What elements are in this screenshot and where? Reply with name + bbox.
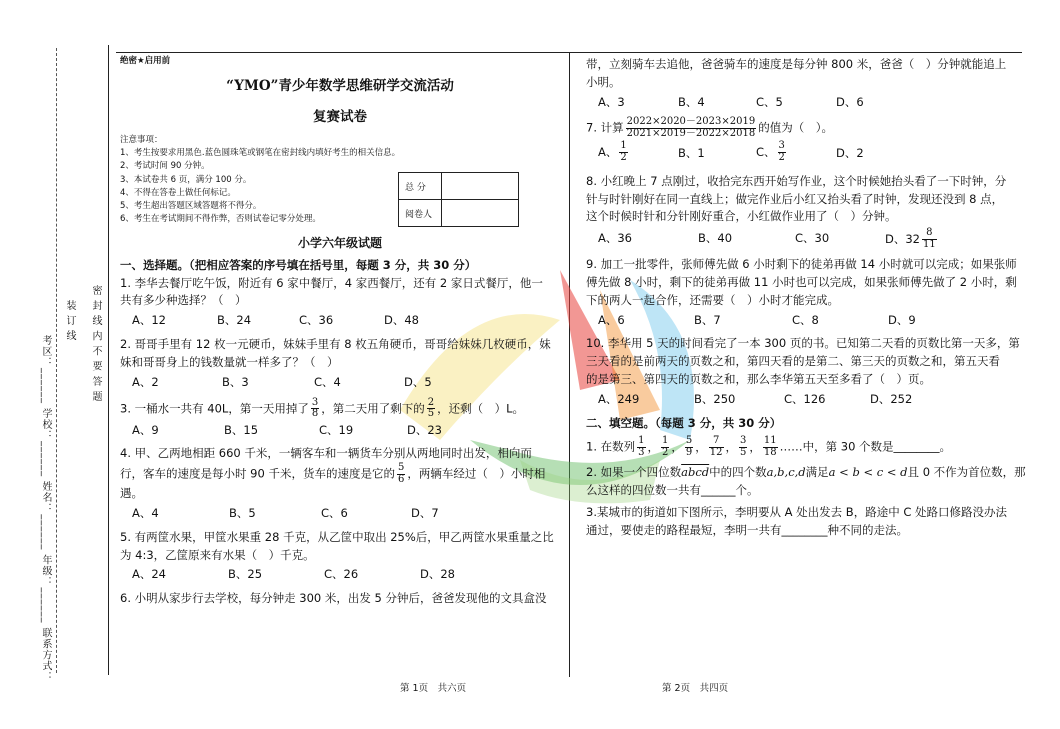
- q1-line1: 1. 李华去餐厅吃午饭，附近有 6 家中餐厅，4 家西餐厅，还有 2 家日式餐厅，他一: [120, 275, 543, 290]
- q7-options: [586, 141, 1026, 166]
- q6-options: [586, 94, 1026, 112]
- q9-line3: 下的两人一起合作，还需要（ ）小时才能完成。: [586, 292, 839, 307]
- section-fill-title: 二、填空题。（每题 3 分，共 30 分）: [586, 415, 782, 430]
- q9-options: [586, 312, 1026, 330]
- f2-text: 满足: [805, 465, 829, 480]
- q6-line3: 小明。: [586, 74, 621, 89]
- q10-line2: 三天看的是前两天的页数之和，第四天看的是第二、第三天的页数之和，第五天看: [586, 354, 1000, 369]
- q3-line: [120, 398, 560, 420]
- q7-text: 的值为（ ）。: [758, 120, 833, 135]
- note-item: 1、考生按要求用黑色.蓝色圆珠笔或钢笔在密封线内填好考生的相关信息。: [120, 148, 401, 159]
- q10-options: [586, 391, 1026, 409]
- q4-text: 行，客车的速度是每小时 90 千米，货车的速度是它的: [120, 466, 395, 481]
- option[interactable]: A、4: [132, 505, 159, 520]
- option[interactable]: D、2: [836, 146, 864, 161]
- grader-label: 阅卷人: [399, 200, 442, 227]
- option[interactable]: A、 $\frac{1}{2}$: [598, 140, 627, 163]
- q2-line2: 妹和哥哥身上的钱数量就一样多了？（ ）: [120, 354, 339, 369]
- option[interactable]: D、23: [407, 422, 442, 437]
- f2-text: 中的四个数: [709, 465, 767, 480]
- q10-line1: 10. 李华用 5 天的时间看完了一本 300 页的书。已知第二天看的页数比第一天多，第: [586, 336, 1020, 351]
- option[interactable]: A、3: [598, 94, 625, 109]
- option[interactable]: C、30: [795, 231, 830, 246]
- f3-line1: 3.某城市的街道如下图所示，李明要从 A 处出发去 B，路途中 C 处路口修路没办法: [586, 505, 1008, 520]
- grade-title: 小学六年级试题: [297, 236, 382, 251]
- f1-line: [586, 436, 1026, 458]
- note-item: 5、考生超出答题区域答题将不得分。: [120, 200, 262, 211]
- q3-text: ，还剩（ ）L。: [437, 401, 524, 415]
- section-choice-title: 一、选择题。（把相应答案的序号填在括号里，每题 3 分，共 30 分）: [120, 257, 477, 272]
- sequence-fraction: $\frac{1}{3}$: [638, 435, 645, 458]
- student-info-fields: 考区：______ 学校：______ 姓名：______ 年级：______ 联系方式：: [40, 335, 51, 683]
- option[interactable]: B、24: [217, 313, 252, 328]
- f3-line2: 通过，要使走的路程最短，李明一共有________种不同的走法。: [586, 522, 908, 537]
- option[interactable]: D、6: [836, 94, 864, 109]
- four-digit-symbol: abcd: [681, 465, 710, 480]
- q5-options: [120, 566, 560, 584]
- score-total-cell[interactable]: [442, 173, 519, 200]
- sequence-fraction: $\frac{5}{9}$: [685, 435, 693, 458]
- option[interactable]: A、36: [598, 231, 633, 246]
- q7-line: [586, 117, 1026, 139]
- option[interactable]: C、6: [321, 505, 348, 520]
- q8-line1: 8. 小红晚上 7 点刚过，收拾完东西开始写作业，这个时候她抬头看了一下时钟，分: [586, 173, 1007, 188]
- option[interactable]: C、 $\frac{3}{2}$: [756, 140, 785, 163]
- option[interactable]: A、249: [598, 391, 640, 406]
- option[interactable]: D、252: [870, 391, 913, 406]
- q3-options: [120, 422, 560, 440]
- option[interactable]: C、5: [756, 94, 783, 109]
- sequence-fraction: $\frac{1}{2}$: [662, 435, 669, 458]
- q4-options: [120, 505, 560, 523]
- note-item: 4、不得在答卷上做任何标记。: [120, 187, 236, 198]
- option[interactable]: C、8: [792, 312, 819, 327]
- note-item: 6、考生在考试期间不得作弊，否则试卷记零分处理。: [120, 214, 321, 225]
- q5-line2: 为 4:3，乙筐原来有水果（ ）千克。: [120, 547, 315, 562]
- note-item: 3、本试卷共 6 页，满分 100 分。: [120, 174, 252, 185]
- q1-options: [120, 312, 560, 330]
- q2-line1: 2. 哥哥手里有 12 枚一元硬币，妹妹手里有 8 枚五角硬币，哥哥给妹妹几枚硬币，妹: [120, 337, 551, 352]
- exam-title: “YMO”青少年数学思维研学交流活动: [226, 78, 454, 95]
- q2-options: [120, 374, 560, 392]
- option[interactable]: A、6: [598, 312, 625, 327]
- option[interactable]: D、7: [411, 505, 439, 520]
- option[interactable]: D、32 $\frac{8}{11}$: [885, 227, 936, 250]
- option[interactable]: B、7: [694, 312, 721, 327]
- seal-label: 装 订 线: [64, 300, 75, 342]
- q9-line1: 9. 加工一批零件，张师傅先做 6 小时剩下的徒弟再做 14 小时就可以完成；如果张师: [586, 257, 1017, 272]
- option[interactable]: B、40: [698, 231, 733, 246]
- option[interactable]: B、25: [228, 567, 263, 582]
- seal-instruction: 密 封 线 内 不 要 答 题: [90, 285, 101, 403]
- score-table: [398, 172, 519, 227]
- option[interactable]: A、12: [132, 313, 167, 328]
- option[interactable]: B、3: [222, 374, 249, 389]
- q8-line2: 针与时针刚好在同一直线上；做完作业后小红又抬头看了时钟，发现还没到 8 点，: [586, 191, 1004, 206]
- option[interactable]: B、15: [224, 422, 259, 437]
- fraction-sequence: $\frac{1}{3}$ ， $\frac{1}{2}$ ， $\frac{5}{9}$ ， $\frac{7}{12}$ ， $\frac{3}{5}$ ， $\frac{11}{18}$: [638, 435, 777, 458]
- f2-condition: a < b < c < d: [828, 465, 908, 480]
- f2-line2: 么这样的四位数一共有______个。: [586, 483, 759, 498]
- fraction: $\frac{2022\times 2020-2023\times 2019}{2021\times 2019-2022\times 2018}$: [626, 116, 756, 139]
- option[interactable]: D、28: [420, 567, 455, 582]
- q6-line1: 6. 小明从家步行去学校，每分钟走 300 米，出发 5 分钟后，爸爸发现他的文具盒没: [120, 591, 547, 606]
- option[interactable]: C、19: [319, 422, 354, 437]
- option[interactable]: C、36: [299, 313, 334, 328]
- fraction: $\frac{5}{6}$: [397, 462, 405, 485]
- fraction: $\frac{3}{8}$: [311, 396, 319, 419]
- binding-line: [108, 45, 109, 675]
- page-footer-left: 第 1页 共六页: [400, 683, 467, 694]
- sequence-fraction: $\frac{3}{5}$: [740, 435, 747, 458]
- option[interactable]: C、4: [314, 374, 341, 389]
- option[interactable]: B、5: [229, 505, 256, 520]
- grader-cell[interactable]: [442, 200, 519, 227]
- f2-text: 且 0 不作为首位数，那: [907, 465, 1026, 480]
- q1-line2: 共有多少种选择？（ ）: [120, 293, 247, 308]
- q4-line1: 4. 甲、乙两地相距 660 千米，一辆客车和一辆货车分别从两地同时出发，相向而: [120, 446, 532, 461]
- f1-text: ……中，第 30 个数是________。: [779, 439, 952, 454]
- q6-line2: 带，立刻骑车去追他，爸爸骑车的速度是每分钟 800 米，爸爸（ ）分钟就能追上: [586, 57, 1007, 71]
- option[interactable]: A、9: [132, 422, 159, 437]
- sequence-fraction: $\frac{11}{18}$: [763, 435, 777, 458]
- seal-dashed-line: [56, 48, 57, 673]
- sequence-fraction: $\frac{7}{12}$: [709, 435, 723, 458]
- q3-text: ，第二天用了剩下的: [321, 401, 425, 415]
- option[interactable]: D、9: [888, 312, 916, 327]
- option[interactable]: A、24: [132, 567, 167, 582]
- q8-options: [586, 228, 1026, 250]
- fraction: $\frac{2}{5}$: [427, 396, 435, 419]
- q4-line2: [120, 463, 560, 485]
- exam-subtitle: 复赛试卷: [313, 109, 367, 126]
- q5-line1: 5. 有两筐水果，甲筐水果重 28 千克，从乙筐中取出 25%后，甲乙两筐水果重量之比: [120, 529, 554, 544]
- f1-text: 1. 在数列: [586, 439, 636, 454]
- f2-vars: a,b,c,d: [766, 465, 806, 480]
- notes-title: 注意事项：: [120, 135, 163, 146]
- q8-line3: 这个时候时针和分针刚好重合，小红做作业用了（ ）分钟。: [586, 209, 897, 224]
- option[interactable]: C、126: [784, 391, 826, 406]
- q4-text: ，两辆车经过（ ）小时相: [407, 466, 546, 481]
- option[interactable]: B、1: [678, 146, 705, 161]
- option[interactable]: A、2: [132, 374, 159, 389]
- q7-text: 7. 计算: [586, 120, 624, 135]
- page-footer-right: 第 2页 共四页: [662, 683, 729, 694]
- f2-line1: [586, 464, 1026, 482]
- note-item: 2、考试时间 90 分钟。: [120, 161, 210, 172]
- q3-text: 3. 一桶水一共有 40L，第一天用掉了: [120, 401, 309, 415]
- option[interactable]: D、5: [404, 374, 432, 389]
- score-total-label: 总 分: [399, 173, 442, 200]
- q10-line3: 的是第三、第四天的页数之和，那么李华第五天至多看了（ ）页。: [586, 372, 931, 387]
- q9-line2: 傅先做 8 小时，剩下的徒弟再做 11 小时也可以完成，如果张师傅先做了 2 小时，剩: [586, 274, 1017, 289]
- secret-label: 绝密★启用前: [120, 56, 171, 66]
- option[interactable]: C、26: [324, 567, 359, 582]
- q4-line3: 遇。: [120, 486, 143, 501]
- option[interactable]: D、48: [384, 313, 419, 328]
- option[interactable]: B、4: [678, 94, 705, 109]
- option[interactable]: B、250: [694, 391, 736, 406]
- f2-text: 2. 如果一个四位数: [586, 465, 682, 480]
